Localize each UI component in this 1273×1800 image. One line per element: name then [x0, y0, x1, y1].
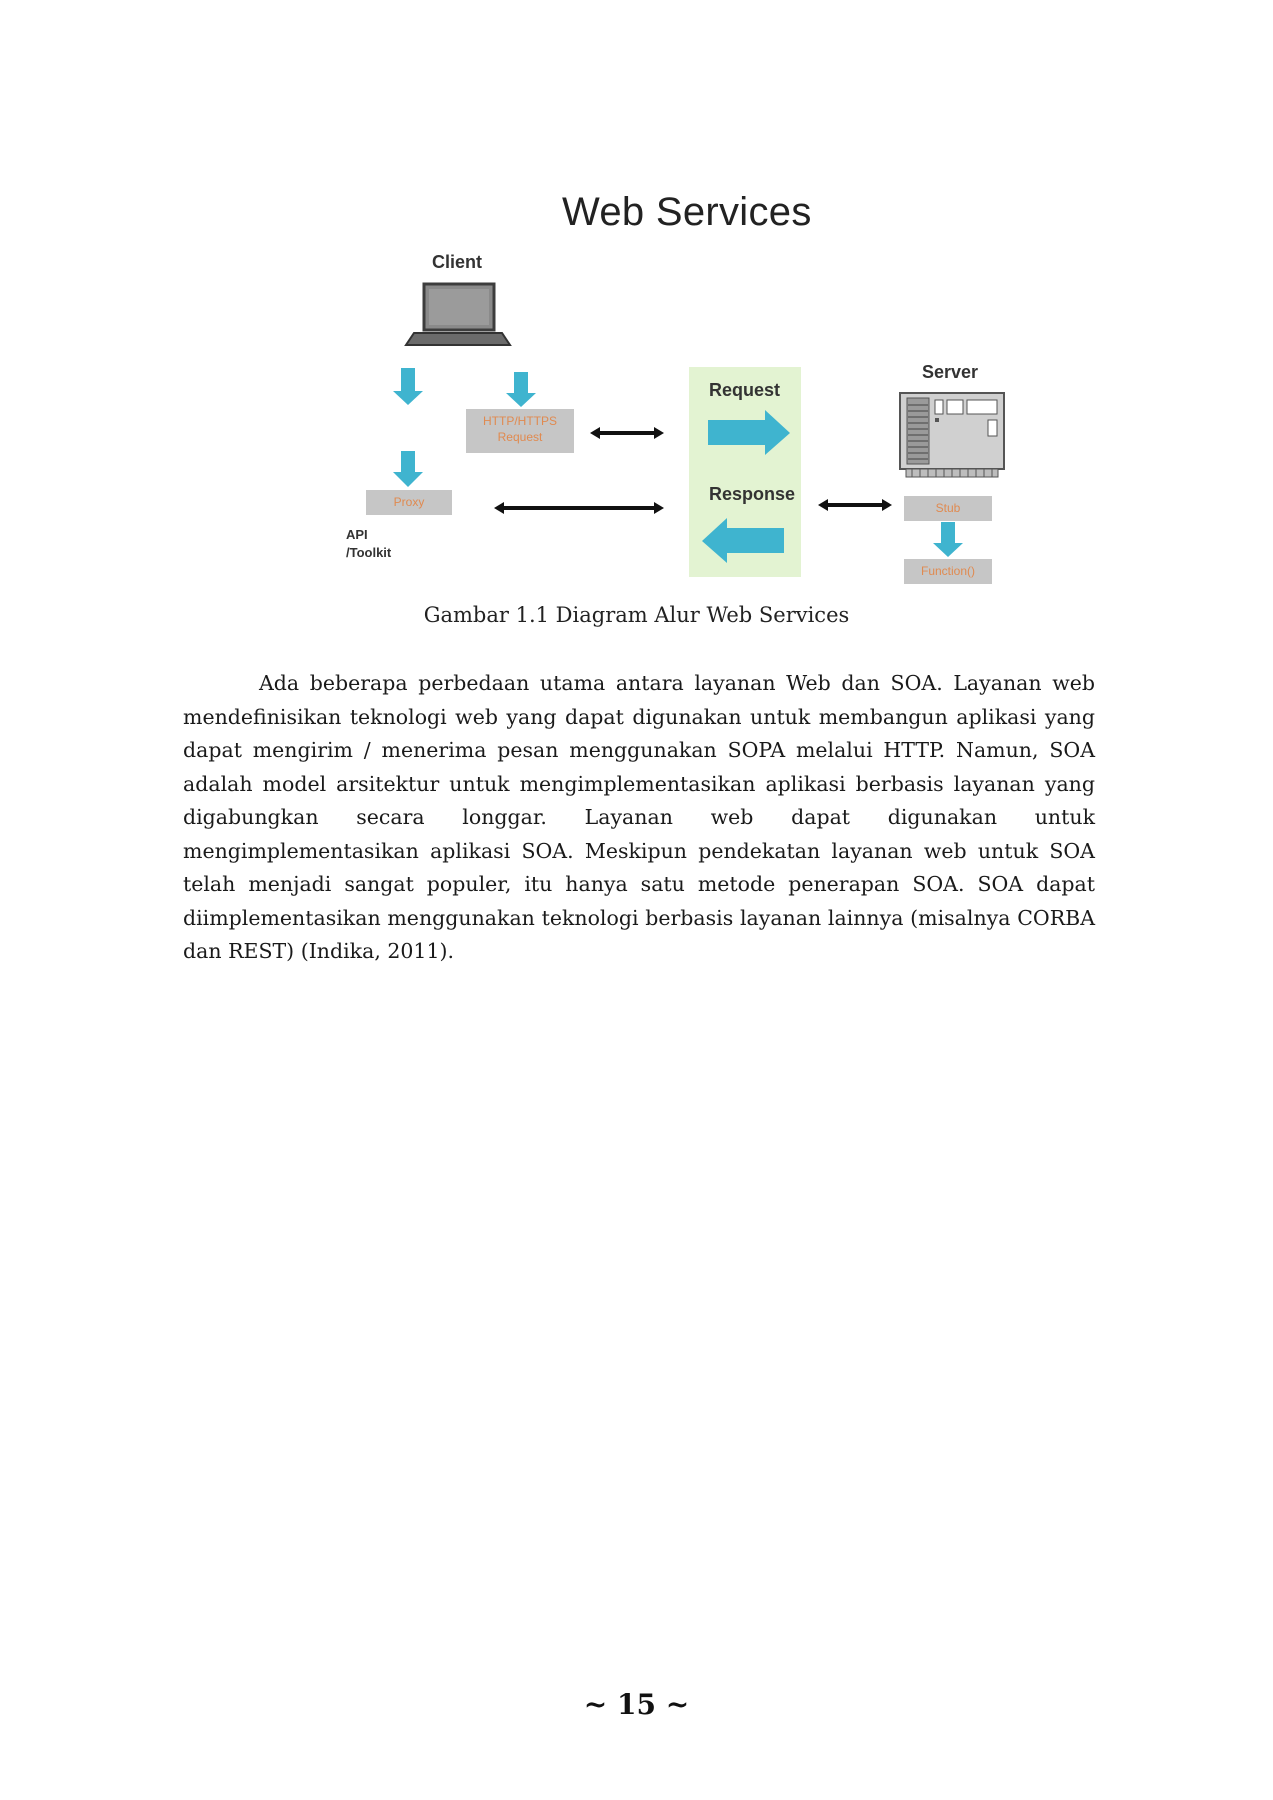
- server-icon: [900, 393, 1004, 477]
- api-label: API: [346, 527, 368, 542]
- http-request-line2: Request: [497, 430, 543, 444]
- web-services-figure: [0, 0, 1273, 600]
- client-label: Client: [432, 252, 483, 272]
- figure-caption: Gambar 1.1 Diagram Alur Web Services: [423, 603, 850, 627]
- figure-title: Web Services: [562, 190, 812, 234]
- figure-graphics: [0, 0, 1273, 600]
- server-label: Server: [922, 362, 979, 382]
- page-number: ~ 15 ~: [583, 1688, 690, 1721]
- toolkit-label: /Toolkit: [346, 545, 392, 560]
- double-arrow-icon: [494, 502, 664, 514]
- body-paragraph: Ada beberapa perbedaan utama antara layanan Web dan SOA. Layanan web mendefinisikan teknologi web yang dapat digunakan untuk membangun aplikasi yang dapat mengirim / menerima pesan menggunakan SOPA melalui HTTP. Namun, SOA adalah model arsitektur untuk mengimplementasikan aplikasi berbasis layanan yang digabungkan secara longgar. Layanan web dapat digunakan untuk mengimplementasikan aplikasi SOA. Meskipun pendekatan layanan web untuk SOA telah menjadi sangat populer, itu hanya satu metode penerapan SOA. SOA dapat diimplementasikan menggunakan teknologi berbasis layanan lainnya (misalnya CORBA dan REST) (Indika, 2011).: [183, 671, 1095, 963]
- down-arrow-icon: [393, 451, 423, 487]
- down-arrows: [393, 368, 963, 557]
- down-arrow-icon: [506, 372, 536, 407]
- laptop-icon: [406, 284, 510, 345]
- double-arrow-icon: [818, 499, 892, 511]
- response-label: Response: [709, 484, 796, 504]
- left-arrow-icon: [702, 518, 784, 563]
- down-arrow-icon: [933, 522, 963, 557]
- stub-box: Stub: [904, 496, 992, 521]
- function-box: Function(): [904, 559, 992, 584]
- proxy-box: Proxy: [366, 490, 452, 515]
- request-label: Request: [709, 380, 781, 400]
- http-request-line1: HTTP/HTTPS: [483, 414, 557, 428]
- double-arrow-icon: [590, 427, 664, 439]
- right-arrow-icon: [708, 410, 790, 455]
- down-arrow-icon: [393, 368, 423, 405]
